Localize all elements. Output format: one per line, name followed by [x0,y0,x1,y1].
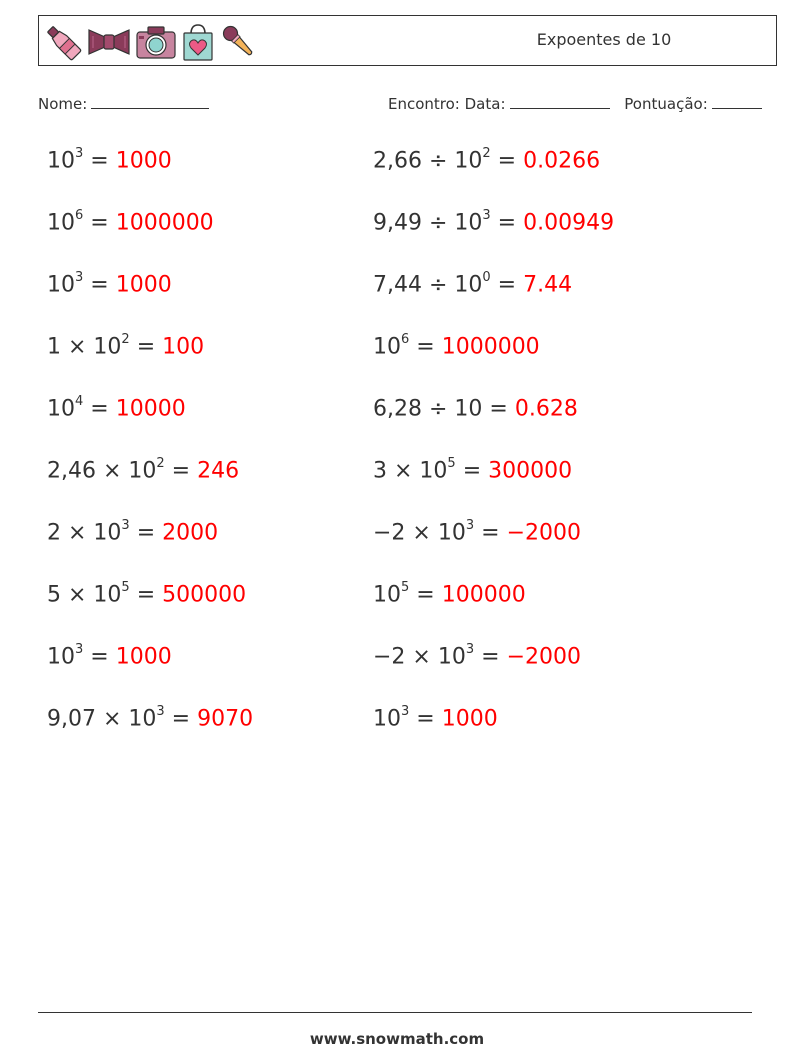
problem-answer: −2000 [506,644,581,670]
champagne-bottle-icon [43,22,83,62]
problem-exponent: 3 [75,270,84,285]
problem [373,458,572,483]
problem [373,582,526,607]
problem [373,334,540,359]
problem-expression: 6,28 ÷ 10 [373,396,483,422]
problem-equals: = [455,458,489,484]
problem-expression: −2 × 10 [373,644,466,670]
problem-equals: = [129,520,163,546]
problem-expression: 10 [47,396,75,422]
problem-equals: = [83,396,116,422]
problem-expression: 2,46 × 10 [47,458,157,484]
problem-expression: 10 [47,210,75,236]
problem [47,210,214,235]
problem [373,396,578,421]
problem-answer: 246 [197,458,240,484]
problem-expression: 2 × 10 [47,520,122,546]
problem-equals: = [409,706,442,732]
problem-equals: = [409,334,442,360]
problem [373,272,572,297]
problem-answer: 100 [162,334,205,360]
bow-tie-icon [87,22,131,62]
problem [47,520,218,545]
problem-answer: 2000 [162,520,219,546]
problem [47,396,186,421]
problem-equals: = [490,210,524,236]
microphone-icon [219,22,259,62]
problem [373,148,600,173]
problem [373,210,614,235]
problem [47,706,253,731]
problem-answer: 100000 [441,582,526,608]
date-label: Encontro: Data: [388,95,506,113]
problem-equals: = [490,148,524,174]
problem-exponent: 5 [121,580,130,595]
problem-expression: 3 × 10 [373,458,448,484]
problem-expression: −2 × 10 [373,520,466,546]
problem-answer: 7.44 [523,272,573,298]
camera-icon [135,22,177,62]
header-box [38,15,777,66]
problem [373,706,498,731]
problem-answer: 0.00949 [523,210,615,236]
problem [47,582,246,607]
name-blank[interactable] [91,94,209,109]
problem-answer: 500000 [162,582,247,608]
problem-expression: 10 [47,644,75,670]
problem-expression: 5 × 10 [47,582,122,608]
problem-answer: 1000 [441,706,498,732]
problem-exponent: 3 [156,704,165,719]
score-blank[interactable] [712,94,762,109]
score-label: Pontuação: [624,95,708,113]
footer-divider [38,1012,752,1013]
problem-equals: = [83,644,116,670]
problem-equals: = [83,210,116,236]
problem-expression: 10 [47,272,75,298]
problem [47,458,239,483]
problem-exponent: 3 [465,518,475,533]
problem [47,272,172,297]
problem-answer: 1000000 [441,334,540,360]
problem [47,334,204,359]
problem-answer: 1000000 [115,210,214,236]
problem-expression: 1 × 10 [47,334,122,360]
problem-equals: = [490,272,524,298]
name-label: Nome: [38,95,88,113]
problem-expression: 2,66 ÷ 10 [373,148,483,174]
problem-exponent: 5 [401,580,410,595]
problem-answer: 300000 [488,458,573,484]
problem-equals: = [164,706,198,732]
problem-exponent: 6 [401,332,410,347]
problem-expression: 9,07 × 10 [47,706,157,732]
problem-exponent: 3 [401,704,410,719]
header-icons [43,22,259,62]
problem-equals: = [83,148,116,174]
problem-answer: 1000 [115,148,172,174]
problem-exponent: 3 [75,642,84,657]
problem-expression: 10 [373,334,401,360]
problem-equals: = [164,458,198,484]
problem-expression: 7,44 ÷ 10 [373,272,483,298]
problem-equals: = [474,644,507,670]
problem-exponent: 3 [482,208,491,223]
problem-equals: = [129,334,163,360]
problem-expression: 10 [373,706,401,732]
problem [47,644,172,669]
name-line [38,94,209,113]
problem-exponent: 5 [447,456,456,471]
problem-exponent: 3 [121,518,130,533]
problem-exponent: 0 [482,270,491,285]
date-blank[interactable] [510,94,610,109]
problem-answer: 1000 [115,644,172,670]
problem-expression: 10 [373,582,401,608]
problem-exponent: 3 [465,642,475,657]
problem-answer: −2000 [506,520,581,546]
footer-website[interactable]: www.snowmath.com [309,1030,485,1048]
problem-answer: 0.628 [514,396,578,422]
date-line [388,94,762,113]
problem-equals: = [474,520,507,546]
problem-answer: 1000 [115,272,172,298]
problem-answer: 10000 [115,396,186,422]
problem-equals: = [409,582,442,608]
problem-equals: = [83,272,116,298]
problem-exponent: 3 [75,146,84,161]
problem-exponent: 2 [156,456,165,471]
problem-equals: = [129,582,163,608]
problem-exponent: 4 [75,394,84,409]
problem-exponent: 2 [482,146,491,161]
problem-answer: 9070 [197,706,254,732]
problem [47,148,172,173]
problem-expression: 10 [47,148,75,174]
problem-exponent: 2 [121,332,130,347]
problem [373,520,581,545]
problem-answer: 0.0266 [523,148,601,174]
problem-equals: = [482,396,515,422]
problem-exponent: 6 [75,208,84,223]
problem-expression: 9,49 ÷ 10 [373,210,483,236]
worksheet-title: Expoentes de 10 [536,30,672,49]
problem [373,644,581,669]
gift-bag-icon [181,22,215,62]
